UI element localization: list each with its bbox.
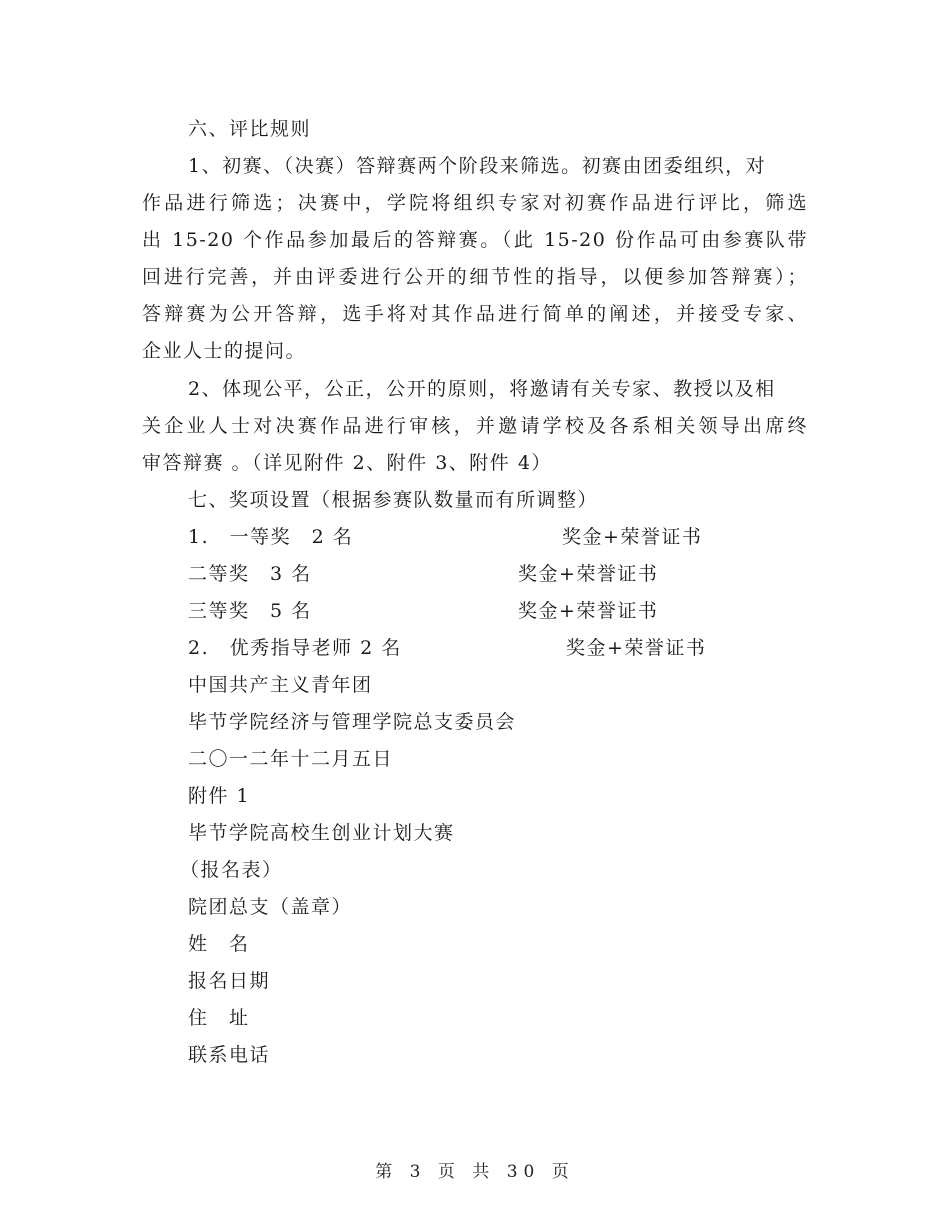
rule-1-line-2: 作品进行筛选；决赛中，学院将组织专家对初赛作品进行评比，筛选 — [142, 192, 808, 214]
form-field-signup-date: 报名日期 — [188, 970, 271, 992]
form-field-stamp: 院团总支（盖章） — [188, 896, 353, 918]
page-number-footer: 第 3 页 共 30 页 — [375, 1162, 575, 1182]
rule-1-line-4: 回进行完善，并由评委进行公开的细节性的指导，以便参加答辩赛）； — [142, 266, 808, 288]
award-prize-second: 奖金+荣誉证书 — [518, 563, 659, 585]
rule-1-line-3: 出 15-20 个作品参加最后的答辩赛。（此 15-20 份作品可由参赛队带 — [142, 229, 808, 251]
award-name-third: 三等奖 5 名 — [188, 600, 312, 622]
rule-1-line-6: 企业人士的提问。 — [142, 340, 307, 362]
rule-2-line-2: 关企业人士对决赛作品进行审核，并邀请学校及各系相关领导出席终 — [142, 415, 808, 437]
form-field-address: 住 址 — [188, 1007, 250, 1029]
award-name-first: 1. 一等奖 2 名 — [188, 526, 354, 548]
signature-org-1: 中国共产主义青年团 — [188, 674, 373, 696]
rule-2-line-1: 2、体现公平，公正，公开的原则，将邀请有关专家、教授以及相 — [188, 378, 776, 400]
signature-org-2: 毕节学院经济与管理学院总支委员会 — [188, 711, 517, 733]
award-prize-third: 奖金+荣誉证书 — [518, 600, 659, 622]
rule-1-line-5: 答辩赛为公开答辩，选手将对其作品进行简单的阐述，并接受专家、 — [142, 303, 808, 325]
award-name-second: 二等奖 3 名 — [188, 563, 312, 585]
signature-date: 二〇一二年十二月五日 — [188, 748, 394, 770]
form-field-phone: 联系电话 — [188, 1044, 271, 1066]
attachment-subtitle: （报名表） — [180, 859, 283, 881]
section-6-heading: 六、评比规则 — [188, 118, 312, 140]
award-name-advisor: 2. 优秀指导老师 2 名 — [188, 637, 402, 659]
rule-2-line-3: 审答辩赛 。（详见附件 2、附件 3、附件 4） — [142, 452, 552, 474]
award-prize-first: 奖金+荣誉证书 — [562, 526, 703, 548]
rule-1-line-1: 1、初赛、（决赛）答辩赛两个阶段来筛选。初赛由团委组织，对 — [188, 155, 767, 177]
section-7-heading: 七、奖项设置（根据参赛队数量而有所调整） — [188, 489, 599, 511]
attachment-label: 附件 1 — [188, 785, 251, 807]
form-field-name: 姓 名 — [188, 933, 250, 955]
attachment-title: 毕节学院高校生创业计划大赛 — [188, 822, 455, 844]
award-prize-advisor: 奖金+荣誉证书 — [566, 637, 707, 659]
